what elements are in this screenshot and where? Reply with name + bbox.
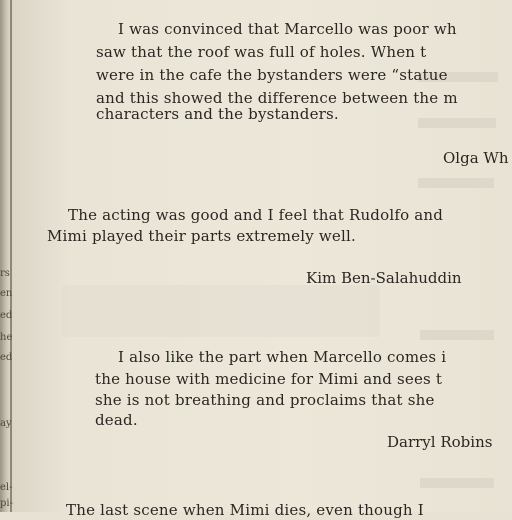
book-spine <box>0 0 13 512</box>
text-line: The acting was good and I feel that Rudolfo and <box>68 206 444 224</box>
show-through-banner <box>62 285 380 337</box>
margin-fragment: he <box>0 332 13 343</box>
text-line: I was convinced that Marcello was poor wh <box>118 20 457 38</box>
text-line: and this showed the difference between the m <box>96 89 458 107</box>
margin-fragment: el- <box>0 482 13 493</box>
text-line: I also like the part when Marcello comes i <box>118 348 447 366</box>
margin-fragment: ed <box>0 310 13 321</box>
text-line: The last scene when Mimi dies, even though I <box>66 501 424 519</box>
text-line: dead. <box>95 411 138 429</box>
show-through-mark <box>418 118 496 128</box>
author-signature: Olga Wh <box>443 149 509 167</box>
text-line: Mimi played their parts extremely well. <box>47 227 356 245</box>
show-through-mark <box>418 178 494 188</box>
author-signature: Darryl Robins <box>387 433 493 451</box>
text-line: were in the cafe the bystanders were “statue <box>96 66 448 84</box>
text-line: the house with medicine for Mimi and sees t <box>95 370 443 388</box>
author-signature: Kim Ben-Salahuddin <box>306 269 462 287</box>
text-line: characters and the bystanders. <box>96 105 339 123</box>
margin-fragment: ay <box>0 418 12 429</box>
show-through-mark <box>420 478 494 488</box>
text-line: saw that the roof was full of holes. When t <box>96 43 427 61</box>
text-line: she is not breathing and proclaims that she <box>95 391 435 409</box>
gutter-line <box>10 0 12 512</box>
margin-fragment: en <box>0 288 13 299</box>
margin-fragment: ed <box>0 352 13 363</box>
show-through-mark <box>420 330 494 340</box>
margin-fragment: rs <box>0 268 10 279</box>
margin-fragment: pi- <box>0 498 13 509</box>
